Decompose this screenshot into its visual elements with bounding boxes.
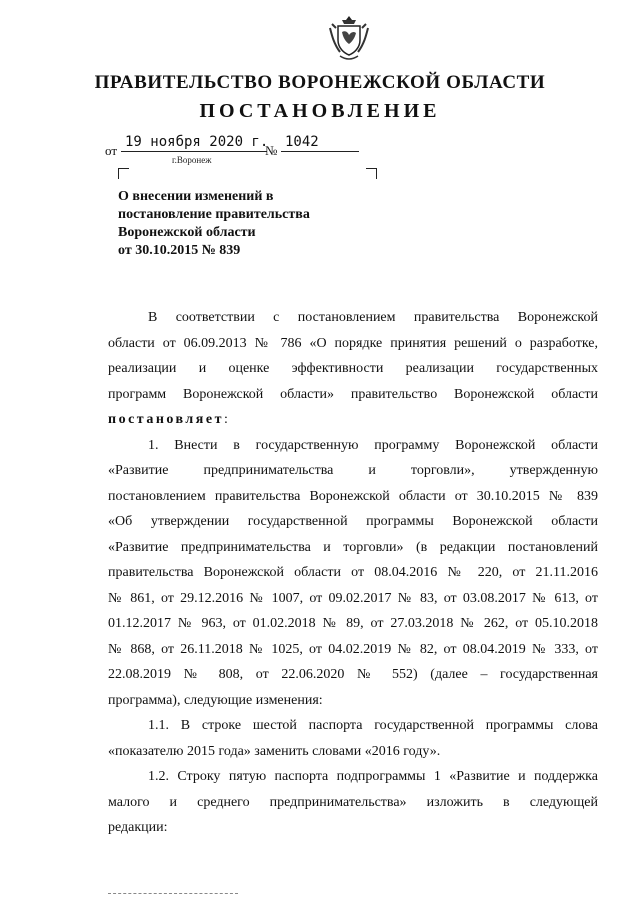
subject-line: постановление правительства bbox=[118, 207, 310, 222]
body-line: программа), следующие изменения: bbox=[108, 692, 323, 708]
body-line: 01.12.2017 № 963, от 01.02.2018 № 89, от 27.03.2018 № 262, от 05.10.2018 bbox=[108, 616, 598, 631]
body-line: «Развитие предпринимательства и торговли», утвержденную bbox=[108, 463, 598, 478]
body-line: правительства Воронежской области от 08.04.2016 № 220, от 21.11.2016 bbox=[108, 565, 598, 580]
resolves-line bbox=[108, 407, 598, 433]
coat-of-arms-icon bbox=[326, 12, 372, 64]
body-line: 1. Внести в государственную программу Воронежской области bbox=[148, 437, 598, 453]
subject-line: от 30.10.2015 № 839 bbox=[118, 243, 241, 258]
body-line: реализации и оценке эффективности реализации государственных bbox=[108, 361, 598, 376]
body-line: «показателю 2015 года» заменить словами «2016 году». bbox=[108, 743, 441, 759]
right-corner-mark bbox=[366, 168, 377, 179]
subject-line: О внесении изменений в bbox=[118, 189, 274, 204]
subject-line: Воронежской области bbox=[118, 225, 256, 240]
body-line: № 868, от 26.11.2018 № 1025, от 04.02.2019 № 82, от 08.04.2019 № 333, от bbox=[108, 641, 598, 657]
footer-separator bbox=[108, 893, 238, 894]
body-line: области от 06.09.2013 № 786 «О порядке принятия решений о разработке, bbox=[108, 335, 598, 351]
document-date: 19 ноября 2020 г. bbox=[121, 134, 267, 152]
document-number: 1042 bbox=[281, 134, 359, 152]
body-line: В соответствии с постановлением правительства Воронежской bbox=[148, 310, 598, 325]
body-line: редакции: bbox=[108, 820, 168, 835]
body-line: 1.2. Строку пятую паспорта подпрограммы 1 «Развитие и поддержка bbox=[148, 769, 598, 784]
body-line: 22.08.2019 № 808, от 22.06.2020 № 552) (далее – государственная bbox=[108, 667, 598, 682]
body-line: «Развитие предпринимательства и торговли» (в редакции постановлений bbox=[108, 539, 598, 555]
body-line: 1.1. В строке шестой паспорта государственной программы слова bbox=[148, 718, 598, 733]
city-label: г.Воронеж bbox=[172, 155, 212, 165]
body-line: постановлением правительства Воронежской области от 30.10.2015 № 839 bbox=[108, 488, 598, 504]
document-type: ПОСТАНОВЛЕНИЕ bbox=[199, 100, 441, 122]
document-body bbox=[108, 305, 598, 841]
body-line: малого и среднего предпринимательства» изложить в следующей bbox=[108, 794, 598, 810]
resolves-word: постановляет bbox=[108, 412, 224, 427]
body-line: программ Воронежской области» правительство Воронежской области bbox=[108, 386, 598, 402]
government-name: ПРАВИТЕЛЬСТВО ВОРОНЕЖСКОЙ ОБЛАСТИ bbox=[94, 72, 546, 93]
date-prefix: от bbox=[105, 143, 118, 158]
body-line: № 861, от 29.12.2016 № 1007, от 09.02.2017 № 83, от 03.08.2017 № 613, от bbox=[108, 590, 598, 606]
body-line: «Об утверждении государственной программы Воронежской области bbox=[108, 514, 598, 529]
left-corner-mark bbox=[118, 168, 129, 179]
document-subject bbox=[118, 188, 378, 260]
resolves-suffix: : bbox=[223, 412, 228, 427]
number-prefix: № bbox=[265, 143, 278, 158]
